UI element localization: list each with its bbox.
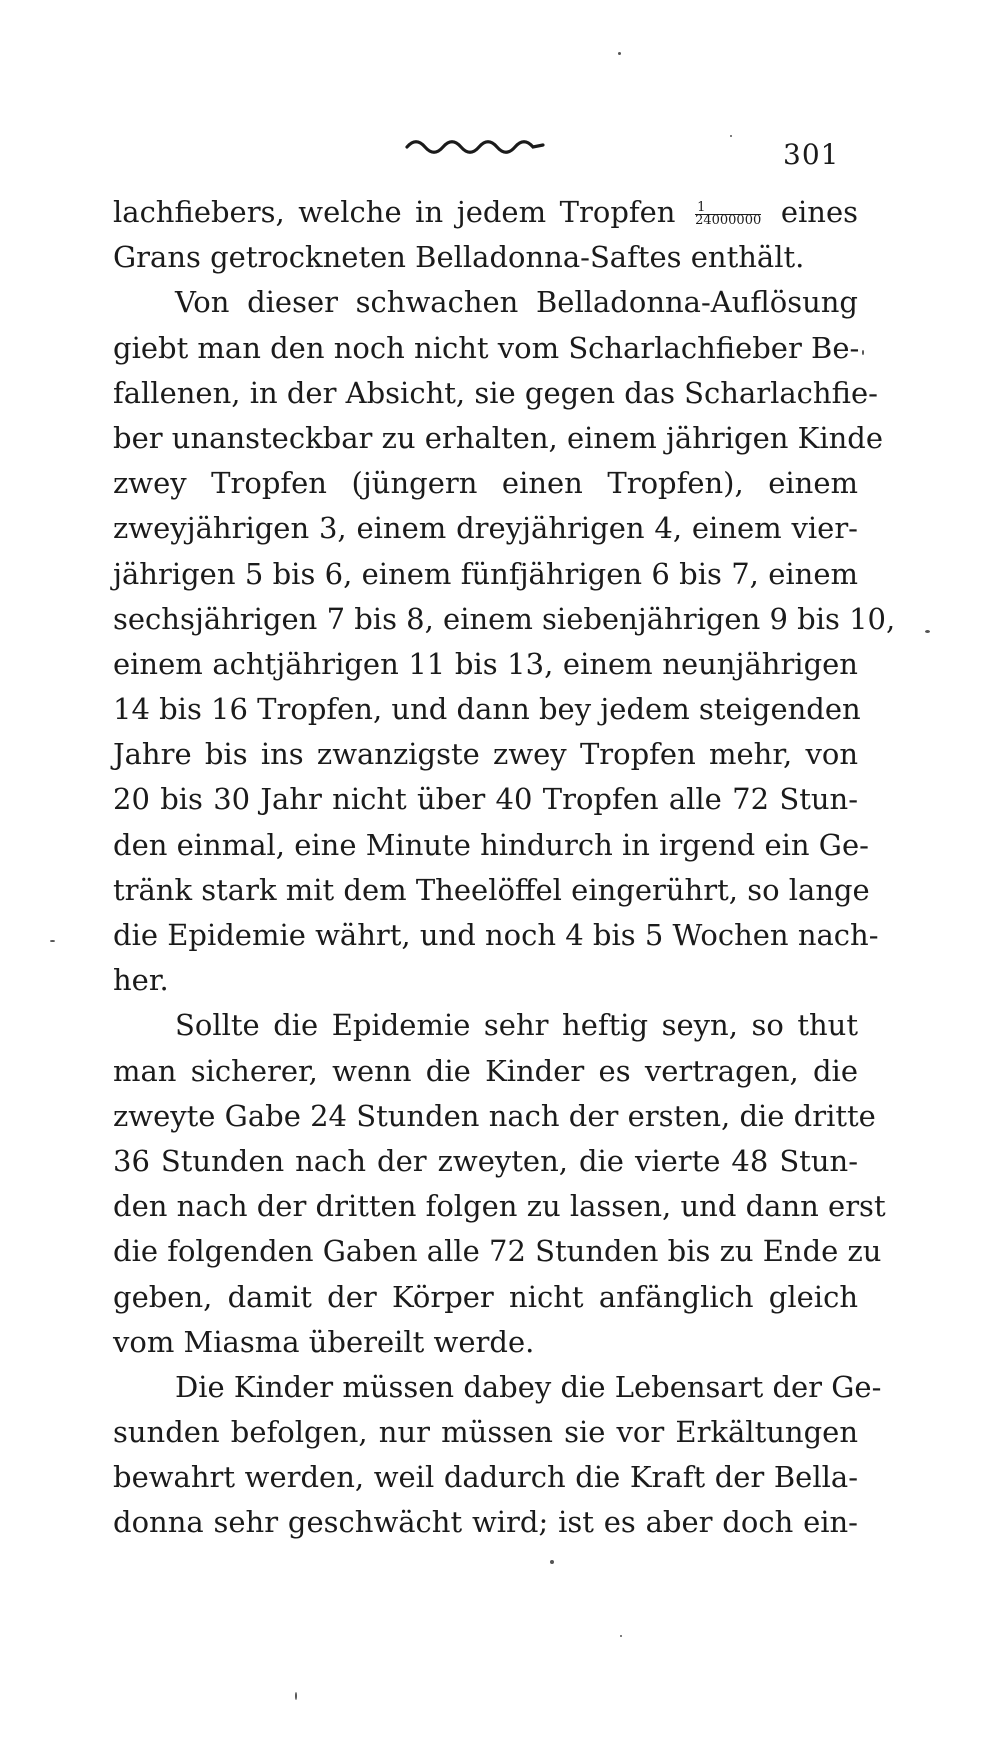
fraction: $\frac{1}{24000000}$ [695,199,762,228]
text-line: einem achtjährigen 11 bis 13, einem neunjährigen [113,646,858,681]
body-text [113,190,896,1546]
text-line: geben, damit der Körper nicht anfänglich gleich [113,1279,858,1314]
text-line: jährigen 5 bis 6, einem fünfjährigen 6 bis 7, einem [113,556,858,591]
text-line: 20 bis 30 Jahr nicht über 40 Tropfen alle 72 Stun- [113,782,858,817]
header-ornament [405,136,545,154]
text-line: bewahrt werden, weil dadurch die Kraft der Bella- [113,1460,858,1495]
paragraph [113,1365,882,1546]
text-line: Grans getrockneten Belladonna-Saftes enthält. [113,240,805,275]
text-line: tränk stark mit dem Theelöffel eingerührt, so lange [113,872,870,907]
text-line: giebt man den noch nicht vom Scharlachfieber Be- [113,330,860,365]
text-line: den nach der dritten folgen zu lassen, und dann erst [113,1189,886,1224]
text-line: zweyte Gabe 24 Stunden nach der ersten, die dritte [113,1098,876,1133]
text-line: sechsjährigen 7 bis 8, einem siebenjährigen 9 bis 10, [113,601,896,636]
text-line: her. [113,963,169,998]
text-line: man sicherer, wenn die Kinder es vertragen, die [113,1053,858,1088]
text-line: ber unansteckbar zu erhalten, einem jährigen Kinde [113,420,884,455]
text-line: Sollte die Epidemie sehr heftig seyn, so thut [175,1008,858,1043]
page-number: 301 [783,138,840,171]
text-line: die folgenden Gaben alle 72 Stunden bis zu Ende zu [113,1234,882,1269]
text-line: fallenen, in der Absicht, sie gegen das Scharlachfie- [113,375,878,410]
scan-speck [925,630,930,633]
text-line: sunden befolgen, nur müssen sie vor Erkältungen [113,1415,858,1450]
scan-speck [50,940,55,942]
text-line: 36 Stunden nach der zweyten, die vierte 48 Stun- [113,1143,858,1178]
text-line: zwey Tropfen (jüngern einen Tropfen), einem [113,466,858,501]
text-line: donna sehr geschwächt wird; ist es aber doch ein- [113,1505,858,1540]
scan-speck [295,1692,297,1700]
text-line: zweyjährigen 3, einem dreyjährigen 4, einem vier- [113,511,858,546]
scan-speck [550,1560,554,1564]
text-line: Die Kinder müssen dabey die Lebensart der Ge- [175,1369,882,1404]
scan-speck [618,52,621,55]
text-line: 14 bis 16 Tropfen, und dann bey jedem steigenden [113,692,861,727]
text-line: Jahre bis ins zwanzigste zwey Tropfen mehr, von [113,737,858,772]
paragraph [113,190,858,280]
text-line: lachfiebers, welche in jedem Tropfen $\frac{1}{24000000}$ eines [113,195,858,229]
paragraph [113,280,896,1003]
text-line: die Epidemie währt, und noch 4 bis 5 Wochen nach- [113,918,879,952]
scan-speck [620,1635,622,1637]
text-line: vom Miasma übereilt werde. [113,1324,535,1359]
paragraph [113,1003,886,1365]
text-line: Von dieser schwachen Belladonna-Auflösung [175,285,858,320]
scan-speck [862,350,864,355]
text-line: den einmal, eine Minute hindurch in irgend ein Ge- [113,827,869,862]
scan-speck [730,135,732,137]
